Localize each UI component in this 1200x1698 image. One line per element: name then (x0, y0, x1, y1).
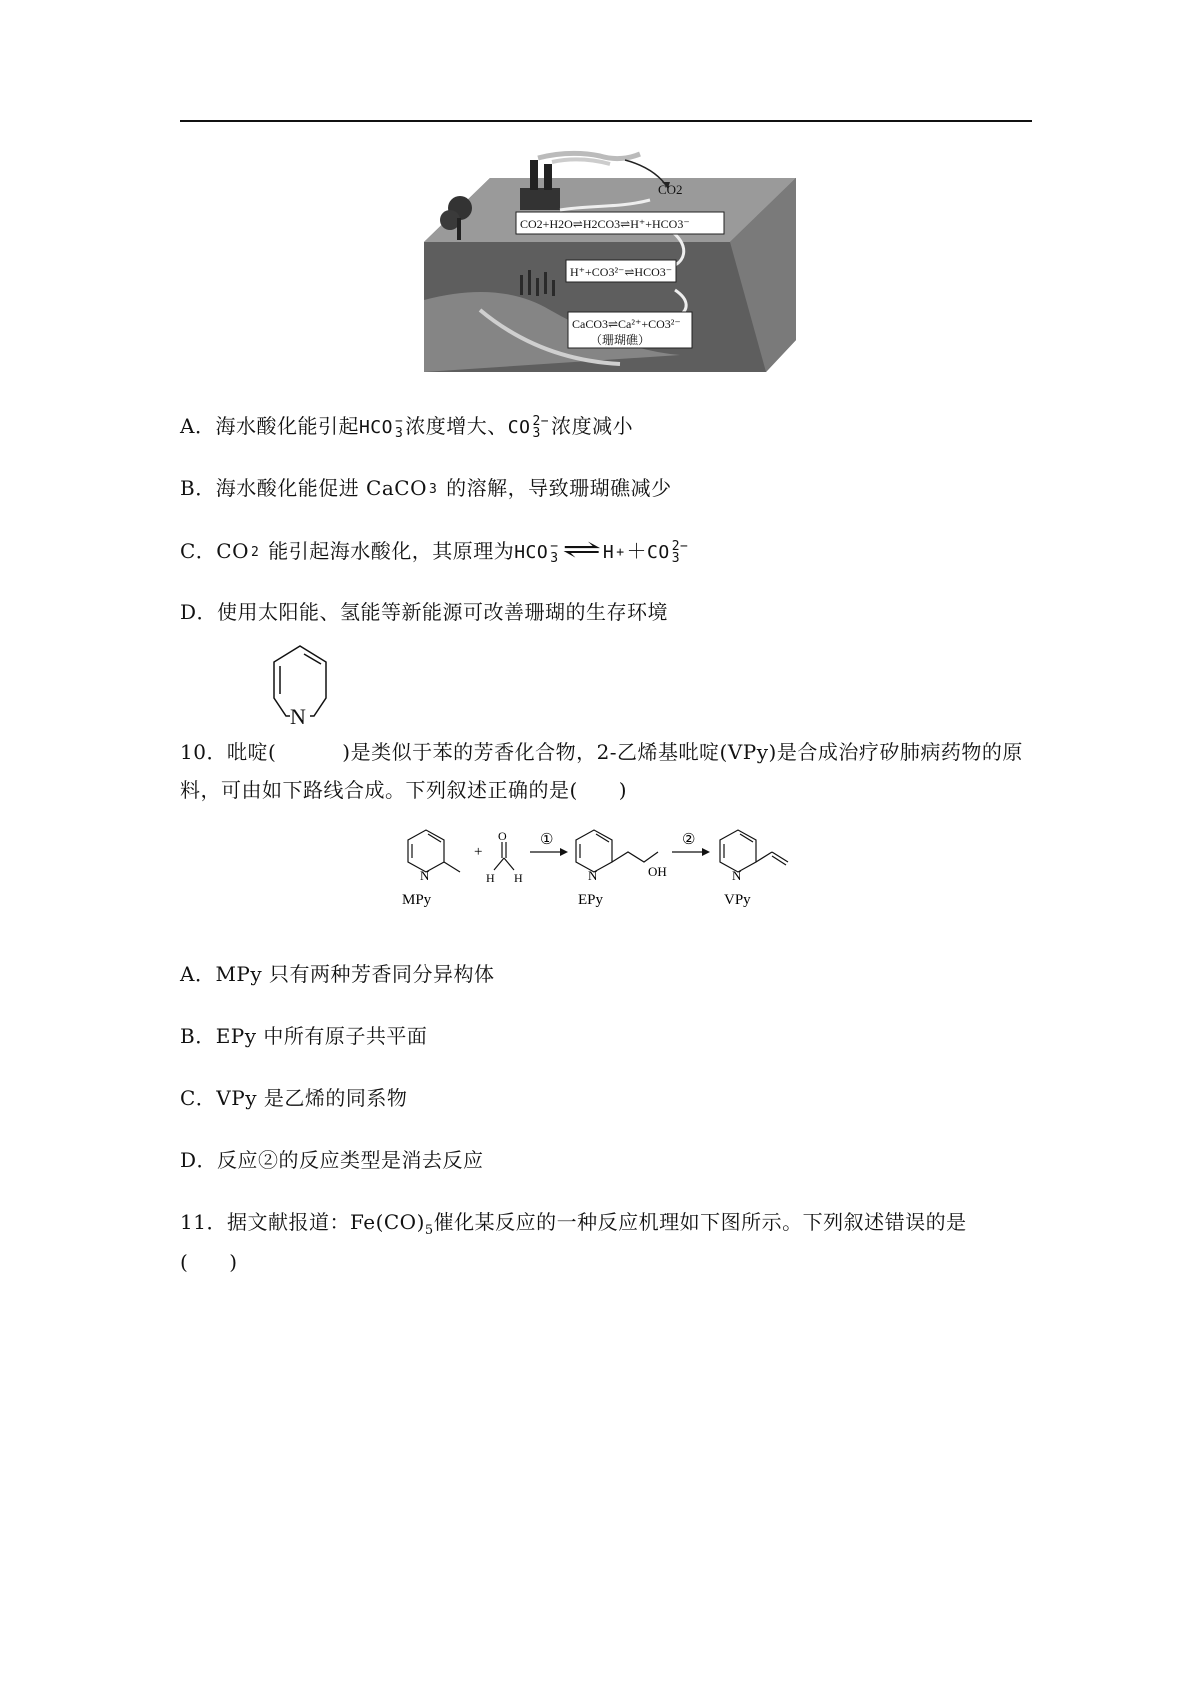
svg-text:②: ② (682, 832, 696, 848)
q10-stem-prefix: 10．吡啶( (180, 740, 277, 764)
charge-subscript-stack: − 3 (394, 413, 404, 441)
header-rule (180, 120, 1032, 122)
vpy-label: VPy (724, 892, 751, 908)
option-text-run: 的溶解，导致珊瑚礁减少 (439, 476, 672, 500)
reaction-scheme (390, 828, 820, 928)
q11-stem-line2: ( ) (180, 1250, 238, 1274)
coral-label: （珊瑚礁） (590, 333, 651, 347)
q9-option-d (180, 600, 668, 624)
svg-text:N: N (588, 868, 598, 883)
co2-label: CO2 (658, 182, 683, 197)
q10-stem-line1 (180, 740, 1023, 764)
equation-carbonate: H⁺+CO3²⁻⇌HCO3⁻ (570, 265, 673, 279)
svg-text:N: N (732, 868, 742, 883)
option-text-run: 能引起海水酸化，其原理为 (261, 539, 515, 563)
svg-text:N: N (420, 868, 430, 883)
mpy-label: MPy (402, 892, 432, 908)
charge-subscript-stack: + (616, 544, 625, 560)
option-text-run: B．海水酸化能促进 CaCO (180, 476, 427, 500)
option-text-run: H (602, 542, 615, 563)
svg-text:H: H (486, 871, 495, 885)
svg-text:H: H (514, 871, 523, 885)
charge-subscript-stack: − 3 (550, 538, 559, 566)
q10-option-b: B．EPy 中所有原子共平面 (180, 1024, 428, 1048)
epy-label: EPy (578, 892, 604, 908)
option-text-run: HCO (358, 417, 393, 438)
equation-co2-water: CO2+H2O⇌H2CO3⇌H⁺+HCO3⁻ (520, 217, 690, 231)
q9-option-a (180, 414, 633, 440)
charge-subscript-stack: 3 (428, 481, 438, 497)
q9-option-c (180, 535, 690, 566)
option-text-run: ＋ (626, 539, 648, 563)
charge-subscript-stack: 2− 3 (532, 413, 550, 441)
svg-text:OH: OH (648, 864, 667, 879)
equation-caco3: CaCO3⇌Ca²⁺+CO3²⁻ (572, 317, 681, 331)
equilibrium-arrow: ⇌ (561, 535, 602, 565)
pyridine-nitrogen: N (290, 704, 306, 729)
option-text-run: HCO (514, 542, 549, 563)
option-text-run: 浓度减小 (551, 414, 634, 438)
charge-subscript-stack: 2 (251, 544, 260, 560)
svg-text:O: O (498, 829, 507, 843)
q10-option-a: A．MPy 只有两种芳香同分异构体 (180, 962, 495, 986)
option-text-run: CO (647, 542, 670, 563)
charge-subscript-stack: 2− 3 (671, 538, 689, 566)
q11-stem-line1: 11．据文献报道：$Fe(CO)_5$催化某反应的一种反应机理如下图所示。下列叙述错误的是 (180, 1210, 967, 1238)
q9-option-b (180, 476, 672, 500)
q10-option-c: C．VPy 是乙烯的同系物 (180, 1086, 408, 1110)
q10-stem-line2: 料，可由如下路线合成。下列叙述正确的是( ) (180, 778, 628, 802)
option-text-run: D．使用太阳能、氢能等新能源可改善珊瑚的生存环境 (180, 600, 669, 624)
svg-text:+: + (474, 844, 483, 860)
ocean-acidification-figure (420, 150, 800, 375)
option-text-run: 浓度增大、 (405, 414, 508, 438)
option-text-run: CO (507, 417, 531, 438)
svg-text:①: ① (540, 832, 554, 848)
q10-option-d: D．反应②的反应类型是消去反应 (180, 1148, 484, 1172)
option-text-run: A．海水酸化能引起 (180, 414, 359, 438)
q10-stem-suffix: )是类似于苯的芳香化合物，2-乙烯基吡啶(VPy)是合成治疗矽肺病药物的原 (342, 740, 1023, 764)
option-text-run: C．CO (180, 539, 250, 563)
